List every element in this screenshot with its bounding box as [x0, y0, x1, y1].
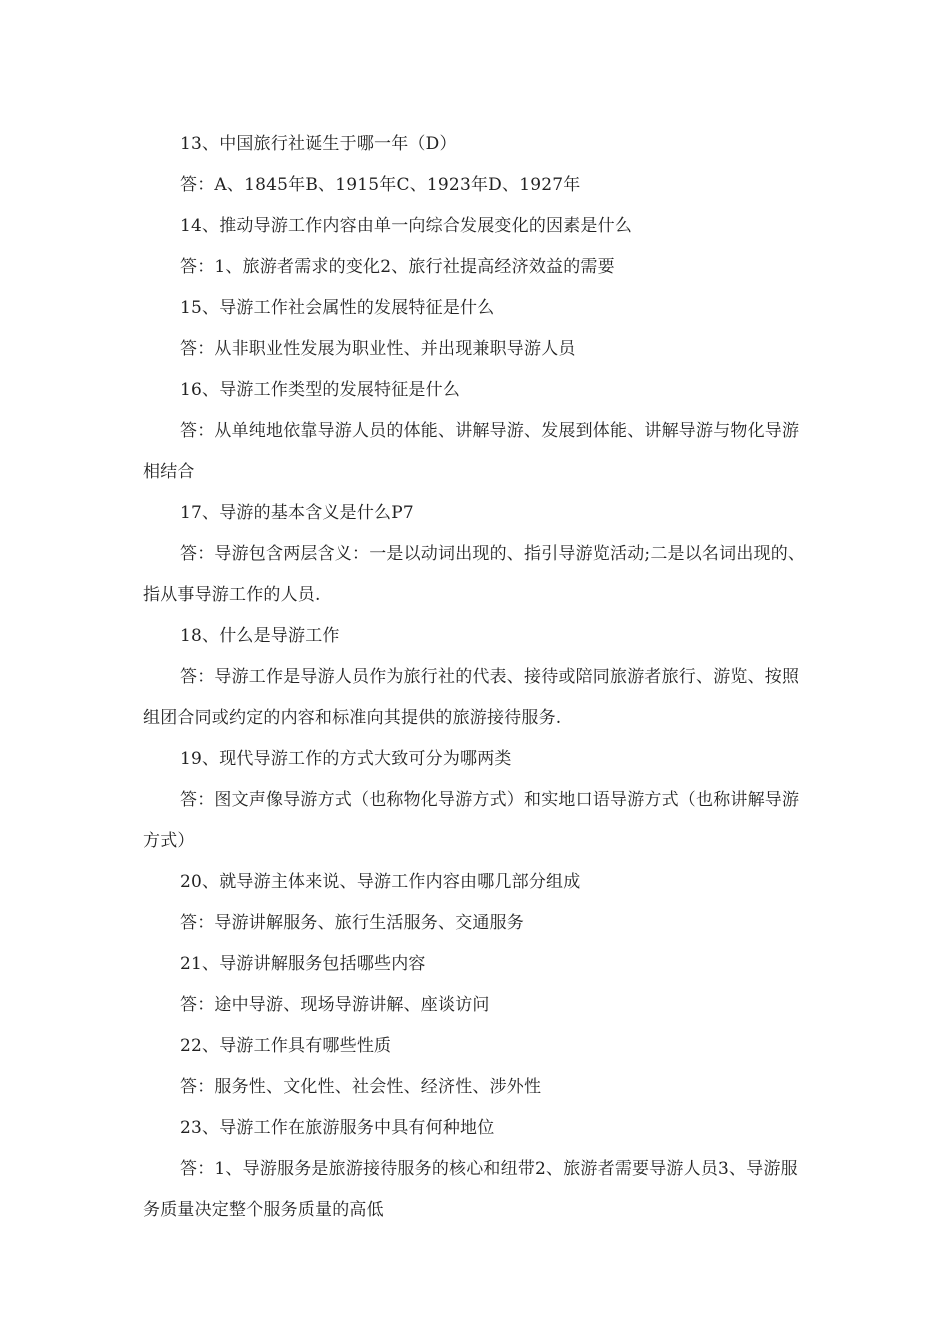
answer-23: 答：1、导游服务是旅游接待服务的核心和纽带2、旅游者需要导游人员3、导游服务质量决定整个服务质量的高低: [143, 1159, 798, 1220]
question-14: 14、推动导游工作内容由单一向综合发展变化的因素是什么: [180, 216, 633, 236]
answer-20: 答：导游讲解服务、旅行生活服务、交通服务: [180, 913, 524, 933]
question-20: 20、就导游主体来说、导游工作内容由哪几部分组成: [180, 872, 581, 892]
answer-18: 答：导游工作是导游人员作为旅行社的代表、接待或陪同旅游者旅行、游览、按照组团合同或约定的内容和标准向其提供的旅游接待服务.: [143, 667, 800, 728]
answer-13: 答：A、1845年B、1915年C、1923年D、1927年: [180, 175, 581, 195]
question-18: 18、什么是导游工作: [180, 626, 340, 646]
question-22: 22、导游工作具有哪些性质: [180, 1036, 392, 1056]
question-17: 17、导游的基本含义是什么P7: [180, 503, 414, 523]
answer-19: 答：图文声像导游方式（也称物化导游方式）和实地口语导游方式（也称讲解导游方式）: [143, 790, 800, 851]
question-16: 16、导游工作类型的发展特征是什么: [180, 380, 461, 400]
answer-22: 答：服务性、文化性、社会性、经济性、涉外性: [180, 1077, 542, 1097]
question-21: 21、导游讲解服务包括哪些内容: [180, 954, 426, 974]
document-body: [143, 124, 808, 1231]
answer-15: 答：从非职业性发展为职业性、并出现兼职导游人员: [180, 339, 576, 359]
answer-21: 答：途中导游、现场导游讲解、座谈访问: [180, 995, 490, 1015]
question-23: 23、导游工作在旅游服务中具有何种地位: [180, 1118, 495, 1138]
question-19: 19、现代导游工作的方式大致可分为哪两类: [180, 749, 512, 769]
answer-17: 答：导游包含两层含义：一是以动词出现的、指引导游览活动;二是以名词出现的、指从事导游工作的人员.: [143, 544, 806, 605]
answer-16: 答：从单纯地依靠导游人员的体能、讲解导游、发展到体能、讲解导游与物化导游相结合: [143, 421, 800, 482]
question-13: 13、中国旅行社诞生于哪一年（D）: [180, 134, 457, 154]
question-15: 15、导游工作社会属性的发展特征是什么: [180, 298, 495, 318]
answer-14: 答：1、旅游者需求的变化2、旅行社提高经济效益的需要: [180, 257, 615, 277]
